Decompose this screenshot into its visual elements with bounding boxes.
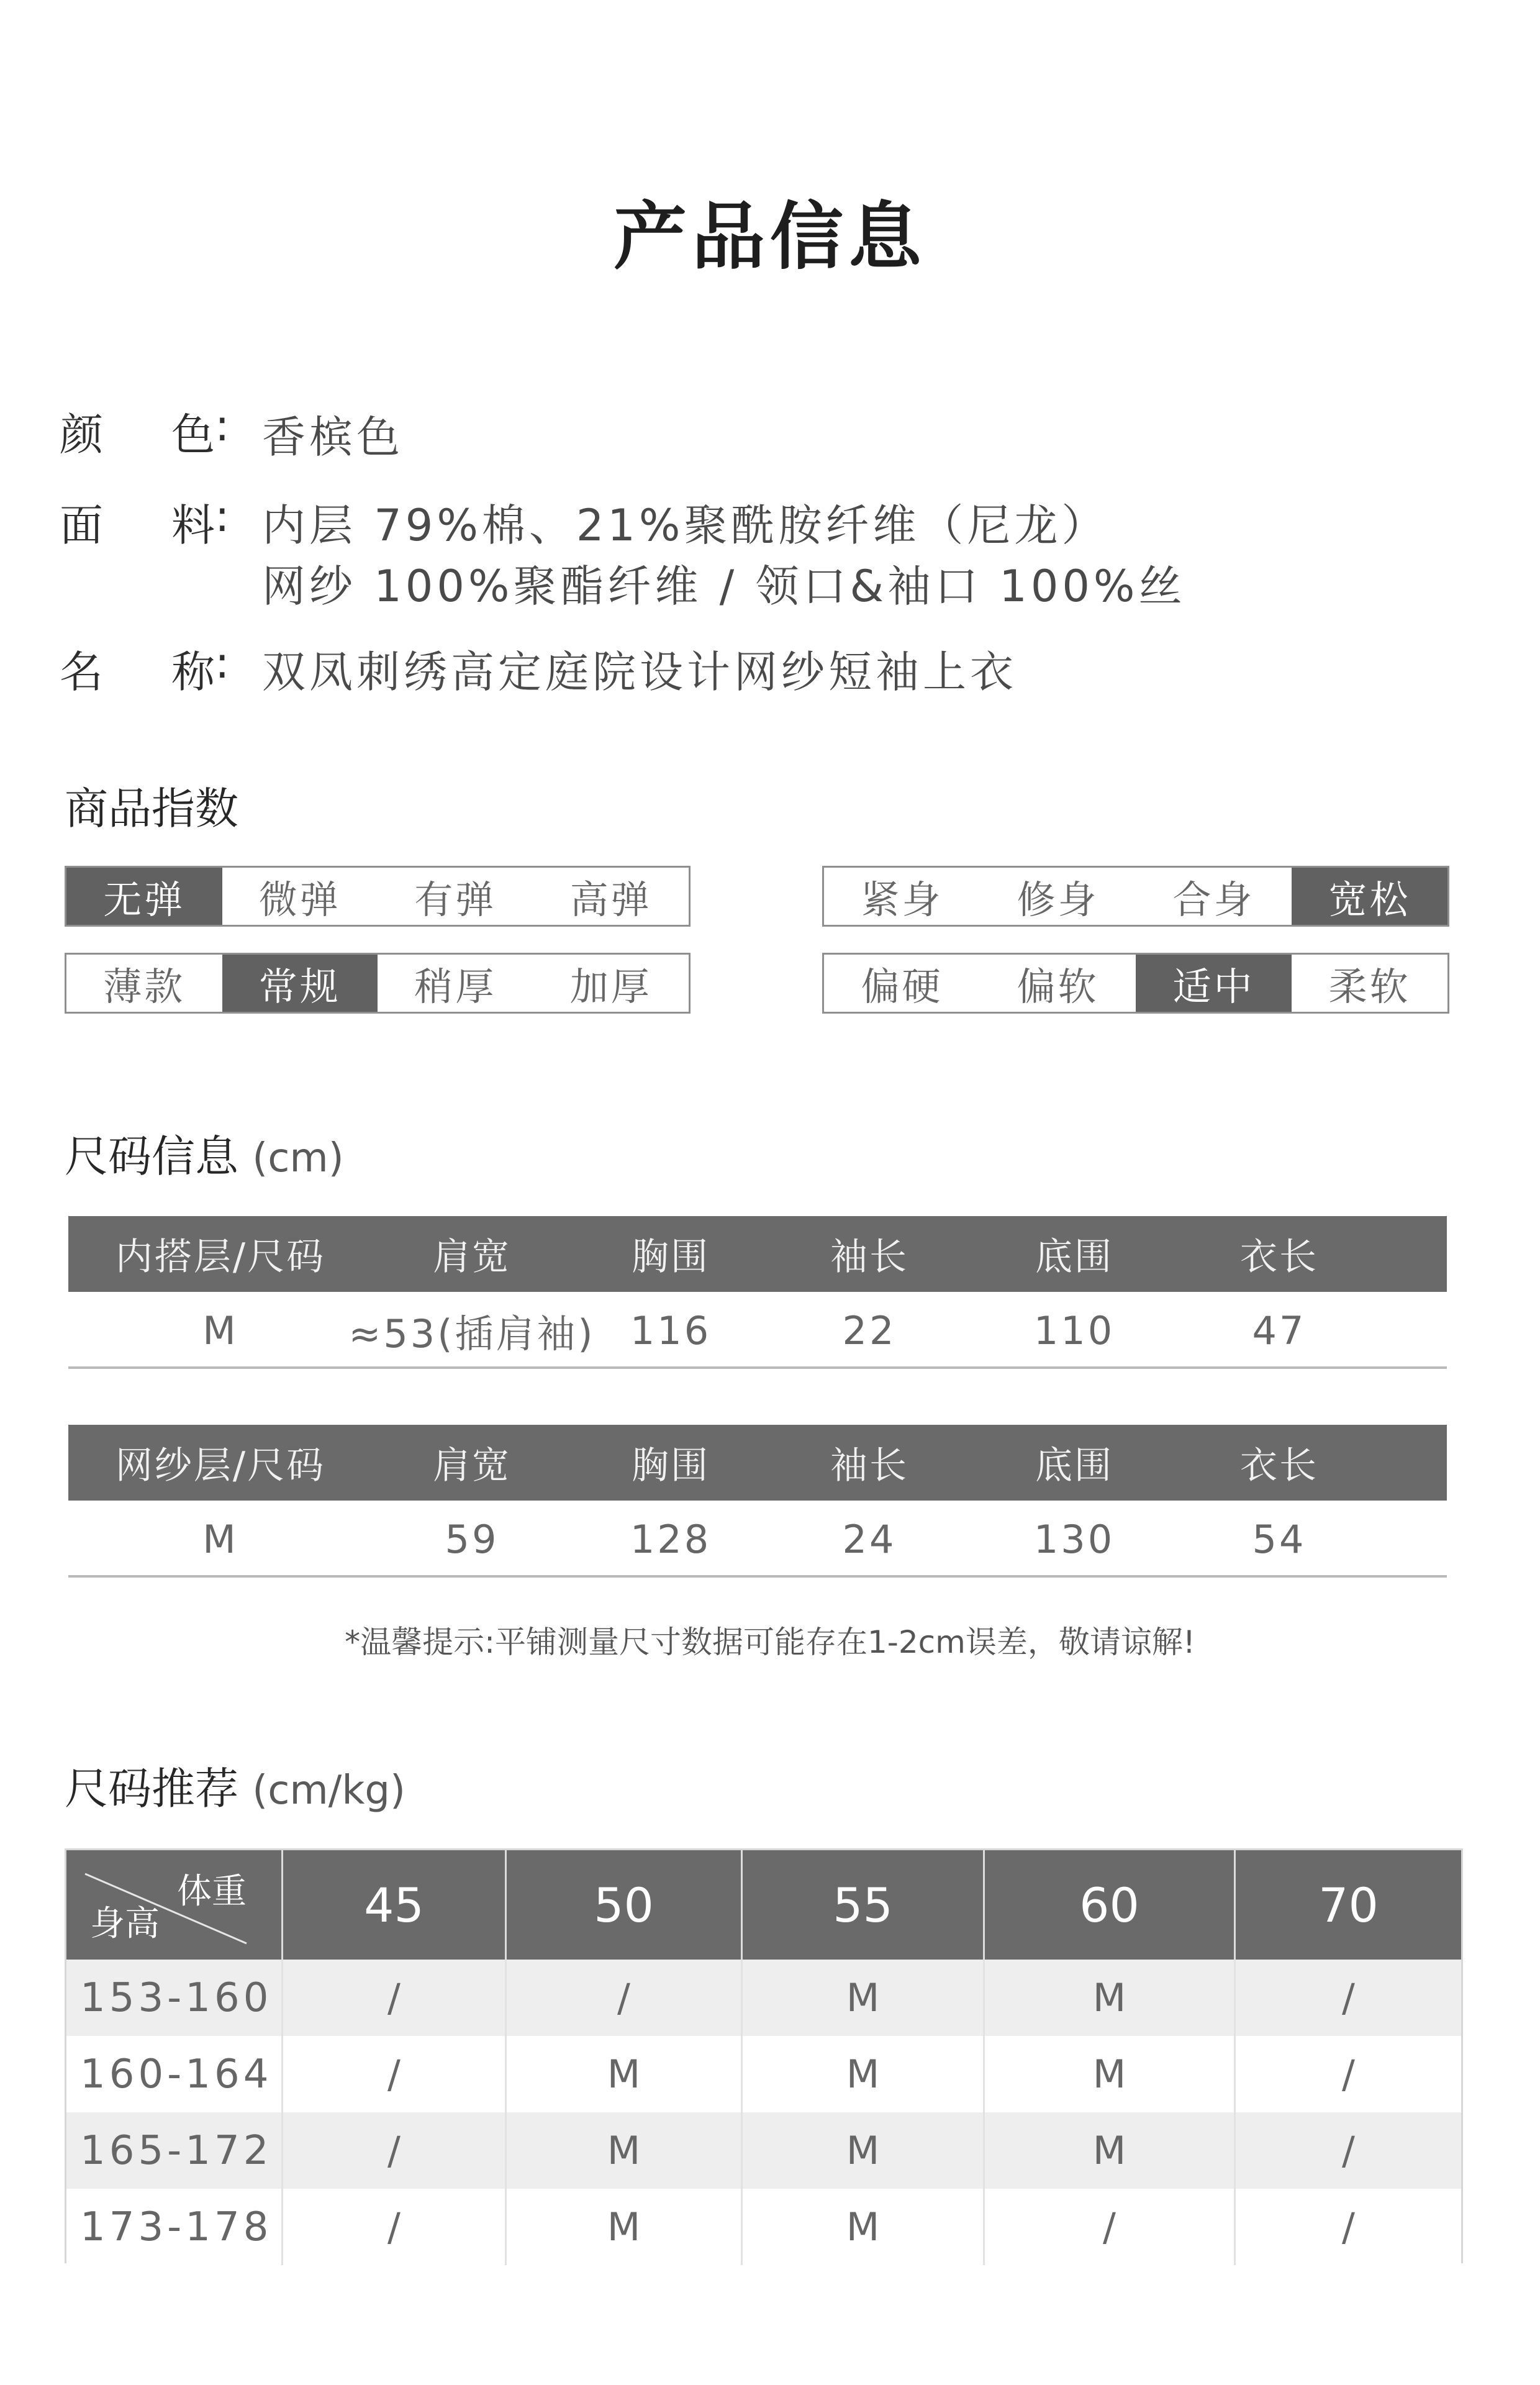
inner-header-size: 内搭层/尺码	[115, 1235, 326, 1279]
elasticity-option: 高弹	[569, 876, 652, 922]
weight-header-cell: 50	[505, 1850, 741, 1960]
elasticity-option: 有弹	[414, 876, 497, 922]
name-label-char-1: 名	[60, 647, 103, 697]
elasticity-option: 微弹	[258, 876, 341, 922]
size-cell: /	[1234, 2189, 1461, 2265]
mesh-size-table-header	[68, 1425, 1447, 1501]
size-cell: M	[983, 2112, 1234, 2189]
mesh-cell-chest: 128	[630, 1516, 712, 1562]
size-cell: /	[281, 2036, 505, 2112]
recommend-row	[66, 2189, 1461, 2265]
name-value: 双凤刺绣高定庭院设计网纱短袖上衣	[262, 647, 1017, 697]
mesh-header-shoulder: 肩宽	[433, 1444, 511, 1488]
mesh-cell-sleeve: 24	[842, 1516, 897, 1562]
inner-cell-chest: 116	[630, 1307, 712, 1353]
elasticity-option: 无弹	[66, 868, 222, 925]
softness-scale	[822, 953, 1449, 1014]
size-cell: M	[505, 2112, 741, 2189]
softness-option: 适中	[1136, 955, 1292, 1012]
size-cell: /	[983, 2189, 1234, 2265]
color-label-colon: :	[215, 400, 230, 451]
mesh-header-chest: 胸围	[632, 1444, 710, 1488]
softness-option: 柔软	[1328, 963, 1411, 1009]
size-cell: M	[505, 2036, 741, 2112]
thickness-scale	[65, 953, 691, 1014]
fabric-label	[60, 491, 246, 551]
corner-height-label: 身高	[90, 1904, 160, 1944]
mesh-header-size: 网纱层/尺码	[115, 1444, 326, 1488]
index-section-title: 商品指数	[65, 783, 238, 834]
inner-size-table-header	[68, 1216, 1447, 1292]
inner-size-table-row	[68, 1292, 1447, 1369]
softness-option: 偏软	[1017, 963, 1099, 1009]
inner-cell-size: M	[202, 1307, 238, 1353]
mesh-header-hem: 底围	[1035, 1444, 1113, 1488]
softness-option: 偏硬	[861, 963, 943, 1009]
size-cell: /	[281, 1960, 505, 2036]
mesh-header-sleeve: 袖长	[830, 1444, 908, 1488]
size-cell: M	[741, 2036, 983, 2112]
size-cell: /	[281, 2112, 505, 2189]
height-range-cell: 165-172	[80, 2127, 273, 2174]
thickness-option: 加厚	[569, 963, 652, 1009]
mesh-cell-hem: 130	[1033, 1516, 1115, 1562]
size-cell: /	[505, 1960, 741, 2036]
size-info-unit: (cm)	[252, 1135, 344, 1181]
fabric-label-colon: :	[215, 491, 230, 542]
size-cell: M	[983, 1960, 1234, 2036]
name-label-colon: :	[215, 637, 230, 688]
size-cell: M	[741, 1960, 983, 2036]
size-info-section-title	[65, 1122, 344, 1184]
inner-header-chest: 胸围	[632, 1235, 710, 1279]
recommend-row	[66, 2036, 1461, 2112]
name-label-char-2: 称	[171, 647, 215, 697]
recommend-corner-cell	[66, 1850, 281, 1960]
elasticity-scale	[65, 866, 691, 927]
fabric-label-char-1: 面	[60, 500, 103, 551]
size-recommend-table	[65, 1848, 1463, 2263]
fit-scale	[822, 866, 1449, 927]
mesh-cell-size: M	[202, 1516, 238, 1562]
measurement-note: *温馨提示:平铺测量尺寸数据可能存在1-2cm误差，敬请谅解!	[345, 1624, 1195, 1660]
inner-header-shoulder: 肩宽	[433, 1235, 511, 1279]
recommend-row	[66, 1960, 1461, 2036]
fit-option: 合身	[1172, 876, 1255, 922]
size-cell: /	[1234, 2036, 1461, 2112]
size-cell: /	[281, 2189, 505, 2265]
fabric-value-line-2: 网纱 100%聚酯纤维 / 领口&袖口 100%丝	[262, 561, 1186, 612]
inner-header-hem: 底围	[1035, 1235, 1113, 1279]
weight-header-cell: 70	[1234, 1850, 1461, 1960]
inner-cell-shoulder: ≈53(插肩袖)	[348, 1311, 596, 1356]
color-label	[60, 400, 246, 460]
height-range-cell: 153-160	[80, 1974, 273, 2021]
size-cell: M	[741, 2112, 983, 2189]
inner-cell-length: 47	[1252, 1307, 1307, 1353]
fit-option: 修身	[1017, 876, 1099, 922]
mesh-size-table-row	[68, 1501, 1447, 1578]
fabric-label-char-2: 料	[171, 500, 215, 551]
mesh-cell-shoulder: 59	[445, 1516, 499, 1562]
size-cell: M	[983, 2036, 1234, 2112]
size-cell: M	[741, 2189, 983, 2265]
mesh-cell-length: 54	[1252, 1516, 1307, 1562]
recommend-row	[66, 2112, 1461, 2189]
corner-weight-label: 体重	[177, 1871, 247, 1912]
name-label	[60, 637, 246, 697]
weight-header-cell: 60	[983, 1850, 1234, 1960]
thickness-option: 常规	[222, 955, 378, 1012]
inner-header-sleeve: 袖长	[830, 1235, 908, 1279]
recommend-section-title	[65, 1754, 405, 1817]
size-cell: /	[1234, 1960, 1461, 2036]
height-range-cell: 173-178	[80, 2204, 273, 2250]
color-label-char-1: 颜	[60, 409, 103, 460]
inner-header-length: 衣长	[1240, 1235, 1318, 1279]
recommend-unit: (cm/kg)	[252, 1768, 405, 1814]
fabric-value-line-1: 内层 79%棉、21%聚酰胺纤维（尼龙）	[262, 500, 1109, 551]
size-info-title-text: 尺码信息	[65, 1131, 238, 1182]
size-cell: /	[1234, 2112, 1461, 2189]
page-title: 产品信息	[613, 194, 926, 279]
inner-cell-hem: 110	[1033, 1307, 1115, 1353]
mesh-header-length: 衣长	[1240, 1444, 1318, 1488]
color-label-char-2: 色	[171, 409, 215, 460]
recommend-table-header	[66, 1850, 1461, 1960]
fit-option: 宽松	[1292, 868, 1447, 925]
inner-cell-sleeve: 22	[842, 1307, 897, 1353]
thickness-option: 稍厚	[414, 963, 497, 1009]
thickness-option: 薄款	[103, 963, 186, 1009]
size-cell: M	[505, 2189, 741, 2265]
color-value: 香槟色	[262, 412, 404, 463]
fit-option: 紧身	[861, 876, 943, 922]
weight-header-cell: 45	[281, 1850, 505, 1960]
recommend-title-text: 尺码推荐	[65, 1763, 238, 1814]
weight-header-cell: 55	[741, 1850, 983, 1960]
height-range-cell: 160-164	[80, 2051, 273, 2097]
